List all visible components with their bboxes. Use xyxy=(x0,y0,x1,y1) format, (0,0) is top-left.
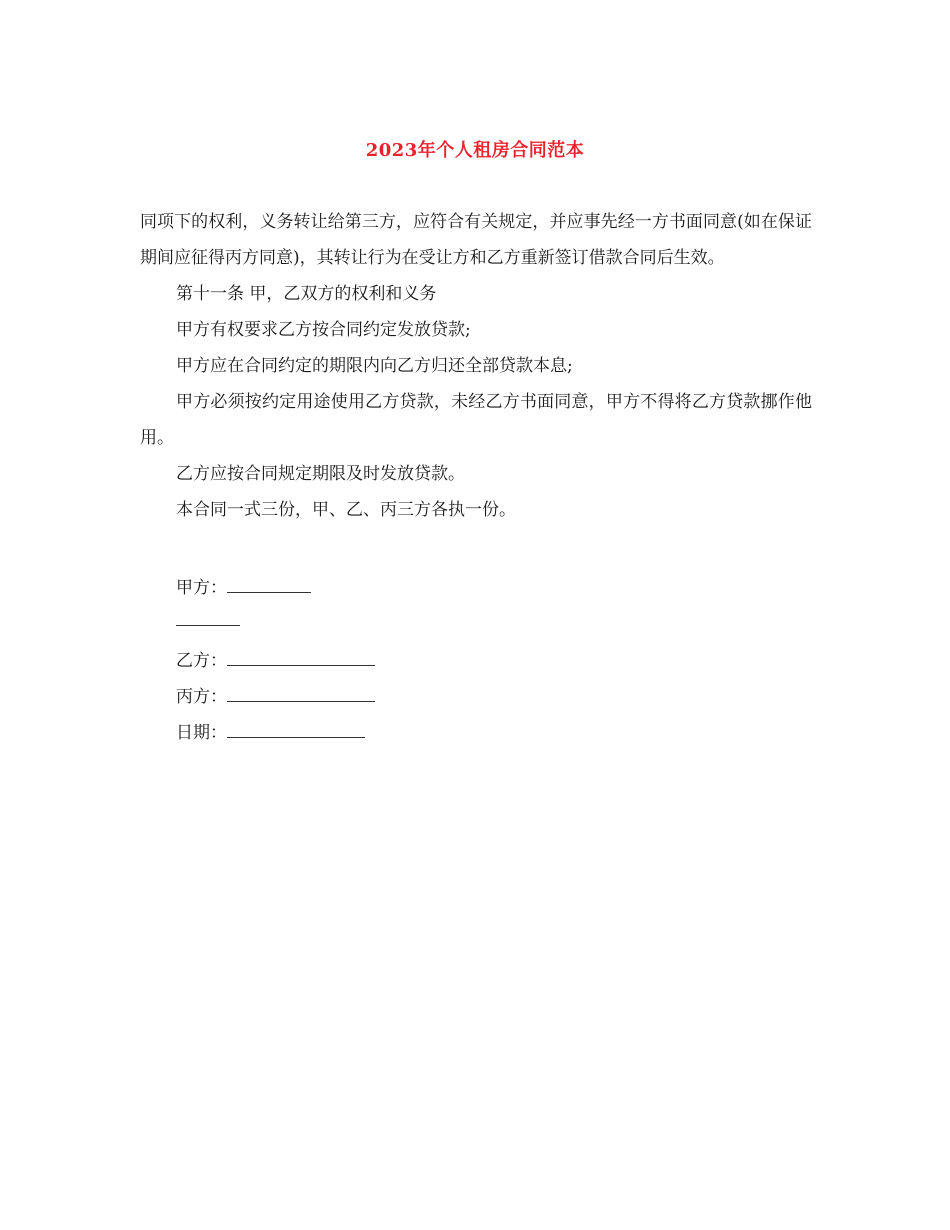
paragraph-repayment: 甲方应在合同约定的期限内向乙方归还全部贷款本息; xyxy=(176,356,573,376)
signature-party-c xyxy=(176,682,375,707)
paragraph-right-request: 甲方有权要求乙方按合同约定发放贷款; xyxy=(176,320,471,340)
signature-extra-line xyxy=(176,625,240,626)
signature-date xyxy=(176,718,365,743)
document-title: 2023年个人租房合同范本 xyxy=(365,140,585,161)
signature-party-b-label: 乙方： xyxy=(176,651,227,671)
signature-party-b xyxy=(176,646,375,671)
signature-date-label: 日期： xyxy=(176,723,227,743)
signature-party-b-blank xyxy=(227,649,375,666)
signature-party-a-label: 甲方： xyxy=(176,578,227,598)
paragraph-usage: 甲方必须按约定用途使用乙方贷款，未经乙方书面同意，甲方不得将乙方贷款挪作他用。 xyxy=(140,392,812,448)
document-body xyxy=(140,204,812,528)
signature-party-c-blank xyxy=(227,685,375,702)
paragraph-disbursement: 乙方应按合同规定期限及时发放贷款。 xyxy=(176,464,465,484)
signature-party-c-label: 丙方： xyxy=(176,687,227,707)
paragraph-copies: 本合同一式三份，甲、乙、丙三方各执一份。 xyxy=(176,500,516,520)
signature-date-blank xyxy=(227,721,365,738)
signature-party-a xyxy=(176,573,311,598)
signature-party-a-blank xyxy=(227,576,311,593)
paragraph-transfer: 同项下的权利，义务转让给第三方，应符合有关规定，并应事先经一方书面同意(如在保证期间应征得丙方同意)，其转让行为在受让方和乙方重新签订借款合同后生效。 xyxy=(140,212,812,268)
article-eleven-heading: 第十一条 甲，乙双方的权利和义务 xyxy=(176,284,437,304)
